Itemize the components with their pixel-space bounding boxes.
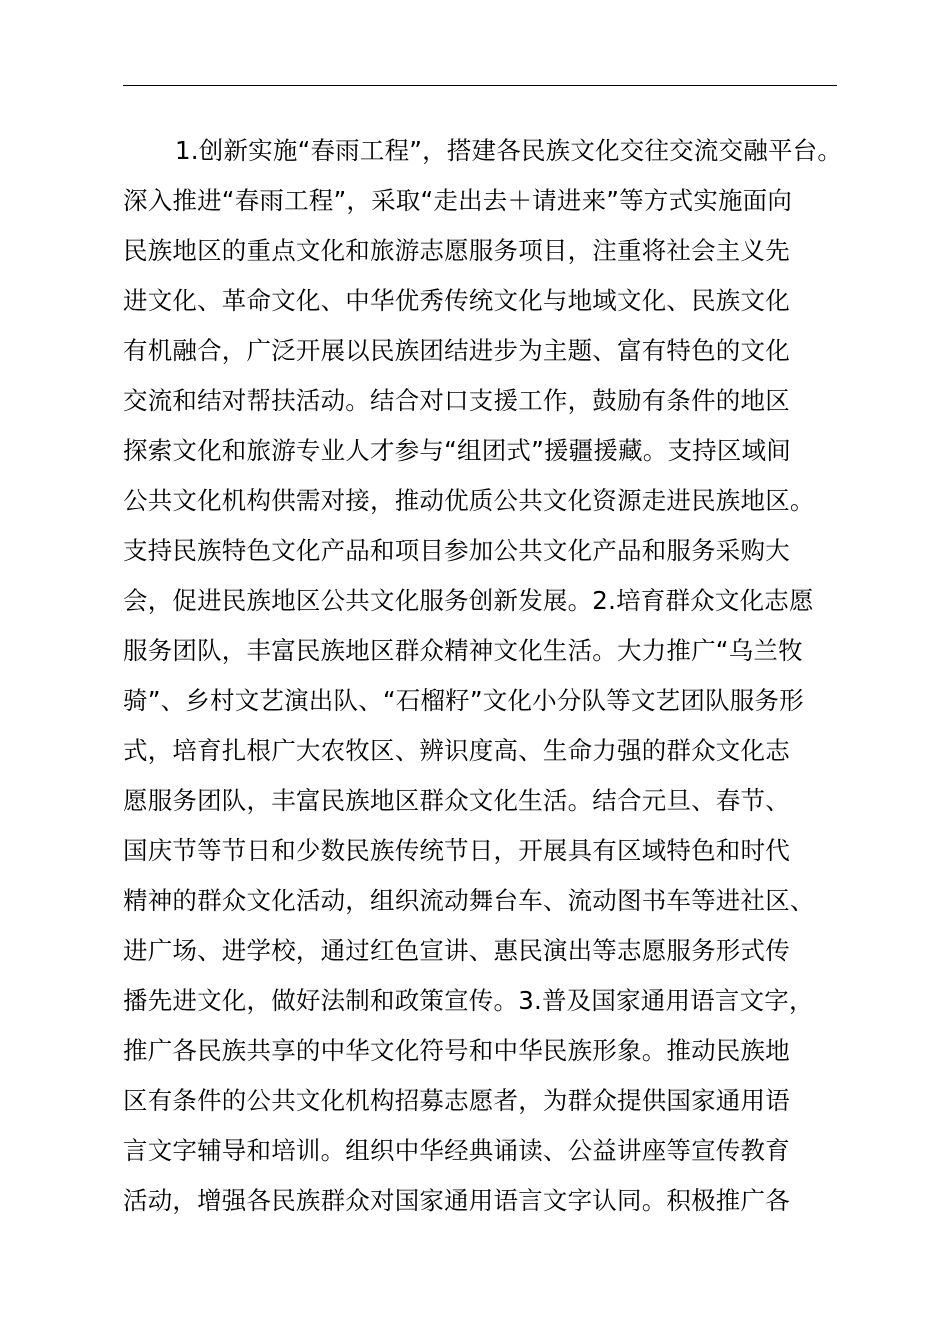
text-line: 愿服务团队，丰富民族地区群众文化生活。结合元旦、春节、 [123, 786, 790, 815]
text-line: 式，培育扎根广大农牧区、辨识度高、生命力强的群众文化志 [123, 736, 790, 765]
text-line: 进广场、进学校，通过红色宣讲、惠民演出等志愿服务形式传 [123, 936, 790, 965]
body-paragraph [123, 126, 863, 1226]
text-line: 有机融合，广泛开展以民族团结进步为主题、富有特色的文化 [123, 336, 790, 365]
text-line: 深入推进“春雨工程”，采取“走出去＋请进来”等方式实施面向 [123, 186, 793, 215]
text-line: 1.创新实施“春雨工程”，搭建各民族文化交往交流交融平台。 [175, 136, 843, 165]
text-line: 公共文化机构供需对接，推动优质公共文化资源走进民族地区。 [123, 486, 815, 515]
text-line: 国庆节等节日和少数民族传统节日，开展具有区域特色和时代 [123, 836, 790, 865]
text-line: 交流和结对帮扶活动。结合对口支援工作，鼓励有条件的地区 [123, 386, 790, 415]
text-line: 探索文化和旅游专业人才参与“组团式”援疆援藏。支持区域间 [123, 436, 791, 465]
text-line: 服务团队，丰富民族地区群众精神文化生活。大力推广“乌兰牧 [123, 636, 803, 665]
text-line: 活动，增强各民族群众对国家通用语言文字认同。积极推广各 [123, 1186, 790, 1215]
text-line: 骑”、乡村文艺演出队、“石榴籽”文化小分队等文艺团队服务形 [123, 686, 804, 715]
text-line: 会，促进民族地区公共文化服务创新发展。2.培育群众文化志愿 [123, 586, 814, 615]
text-line: 进文化、革命文化、中华优秀传统文化与地域文化、民族文化 [123, 286, 790, 315]
text-line: 推广各民族共享的中华文化符号和中华民族形象。推动民族地 [123, 1036, 790, 1065]
text-line: 言文字辅导和培训。组织中华经典诵读、公益讲座等宣传教育 [123, 1136, 790, 1165]
text-line: 民族地区的重点文化和旅游志愿服务项目，注重将社会主义先 [123, 236, 790, 265]
text-line: 支持民族特色文化产品和项目参加公共文化产品和服务采购大 [123, 536, 790, 565]
text-line: 区有条件的公共文化机构招募志愿者，为群众提供国家通用语 [123, 1086, 790, 1115]
header-divider [123, 85, 837, 86]
text-line: 播先进文化，做好法制和政策宣传。3.普及国家通用语言文字， [123, 986, 814, 1015]
text-line: 精神的群众文化活动，组织流动舞台车、流动图书车等进社区、 [123, 886, 815, 915]
